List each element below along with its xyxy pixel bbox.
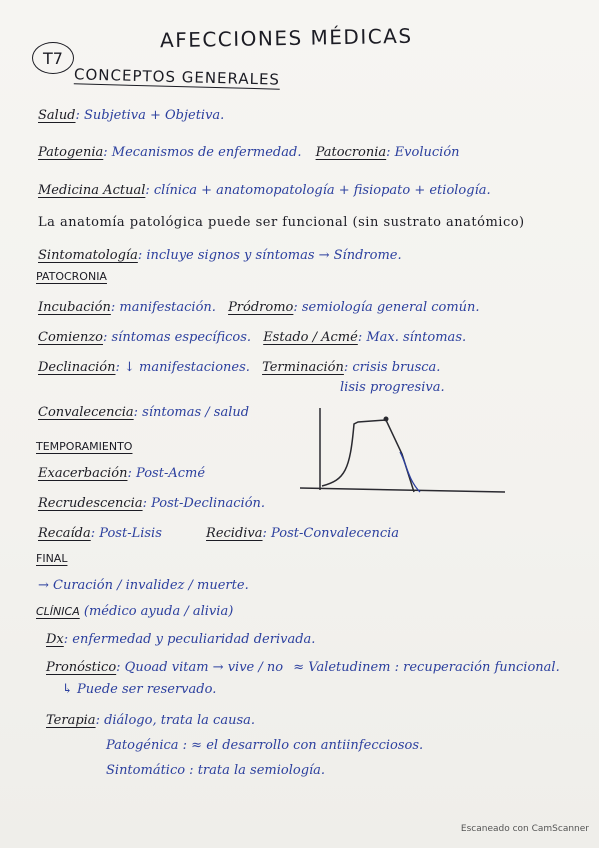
definition: : Max. síntomas. xyxy=(357,330,467,345)
note-medicina-actual xyxy=(38,183,491,199)
note-puede-reservado xyxy=(62,682,216,698)
term: Comienzo xyxy=(38,330,103,345)
definition: : incluye signos y síntomas → Síndrome. xyxy=(137,248,402,263)
note-sintomatico xyxy=(106,763,325,779)
definition: : semiología general común. xyxy=(293,300,480,315)
definition: ≈ Valetudinem : recuperación funcional. xyxy=(293,660,560,675)
term: Patogenia xyxy=(38,145,104,160)
definition: : Quoad vitam → vive / no xyxy=(116,660,284,675)
statement: La anatomía patológica puede ser funcional (sin sustrato anatómico) xyxy=(38,215,525,230)
note-salud xyxy=(38,108,224,124)
section-heading-clinica: CLÍNICA xyxy=(36,605,80,618)
term: Recrudescencia xyxy=(38,496,143,511)
definition: : Subjetiva + Objetiva. xyxy=(75,108,225,123)
definition: : enfermedad y peculiaridad derivada. xyxy=(63,632,316,647)
definition: : Post-Acmé xyxy=(127,466,206,481)
definition: → Curación / invalidez / muerte. xyxy=(38,578,249,593)
definition: : Post-Convalecencia xyxy=(262,526,400,541)
term: Recidiva xyxy=(206,526,263,541)
note-declinacion xyxy=(38,360,440,376)
term: Recaída xyxy=(38,526,91,541)
note-recrudescencia xyxy=(38,496,265,512)
definition: Sintomático : trata la semiología. xyxy=(106,763,326,778)
term: Estado / Acmé xyxy=(263,330,358,345)
definition: : Evolución xyxy=(386,145,460,160)
term: Dx xyxy=(46,632,64,647)
diagram-x-axis xyxy=(300,488,505,492)
note-clinica-heading xyxy=(36,604,233,620)
term: Salud xyxy=(38,108,76,123)
note-final xyxy=(38,578,249,594)
note-lisis xyxy=(340,380,445,396)
term: Pronóstico xyxy=(46,660,117,675)
note-terapia xyxy=(46,713,255,729)
term: Medicina Actual xyxy=(38,183,146,198)
term: Patocronia xyxy=(315,145,387,160)
note-patogenica xyxy=(106,738,423,754)
note-comienzo xyxy=(38,330,466,346)
note-patogenia xyxy=(38,145,460,161)
definition: : crisis brusca. xyxy=(343,360,441,375)
diagram-course-curve xyxy=(322,420,414,492)
note-convalecencia xyxy=(38,405,249,421)
page-title: AFECCIONES MÉDICAS xyxy=(159,23,413,53)
note-incubacion xyxy=(38,300,480,316)
disease-course-diagram xyxy=(290,400,510,510)
note-pronostico xyxy=(46,660,560,676)
definition: : síntomas específicos. xyxy=(103,330,252,345)
term: Pródromo xyxy=(228,300,294,315)
definition: : Post-Lisis xyxy=(90,526,162,541)
term: Incubación xyxy=(38,300,111,315)
note-dx xyxy=(46,632,315,648)
term: Sintomatología xyxy=(38,248,138,263)
scanner-watermark: Escaneado con CamScanner xyxy=(460,824,589,834)
definition: : Mecanismos de enfermedad. xyxy=(103,145,302,160)
definition: : síntomas / salud xyxy=(133,405,250,420)
page-subtitle: CONCEPTOS GENERALES xyxy=(73,65,281,89)
chapter-badge: T7 xyxy=(32,42,74,74)
definition: Patogénica : ≈ el desarrollo con antiinfecciosos. xyxy=(106,738,424,753)
definition: ↳ Puede ser reservado. xyxy=(62,682,217,697)
definition: (médico ayuda / alivia) xyxy=(83,604,234,619)
note-recaida xyxy=(38,526,399,542)
definition: lisis progresiva. xyxy=(340,380,445,395)
diagram-lisis-curve xyxy=(400,452,420,492)
definition: : clínica + anatomopatología + fisiopato + etiología. xyxy=(145,183,491,198)
note-exacerbacion xyxy=(38,466,205,482)
term: Terminación xyxy=(262,360,344,375)
section-heading-temporamiento: TEMPORAMIENTO xyxy=(36,440,133,453)
term: Terapia xyxy=(46,713,96,728)
term: Convalecencia xyxy=(38,405,134,420)
definition: : ↓ manifestaciones. xyxy=(115,360,250,375)
note-sintomatologia xyxy=(38,248,402,264)
definition: : manifestación. xyxy=(110,300,216,315)
definition: : Post-Declinación. xyxy=(142,496,266,511)
section-heading-final: FINAL xyxy=(36,552,68,565)
definition: : diálogo, trata la causa. xyxy=(95,713,255,728)
note-anatomia xyxy=(38,215,525,231)
section-heading-patocronia: PATOCRONIA xyxy=(36,270,107,283)
term: Exacerbación xyxy=(38,466,128,481)
diagram-peak-marker xyxy=(384,417,389,422)
term: Declinación xyxy=(38,360,116,375)
